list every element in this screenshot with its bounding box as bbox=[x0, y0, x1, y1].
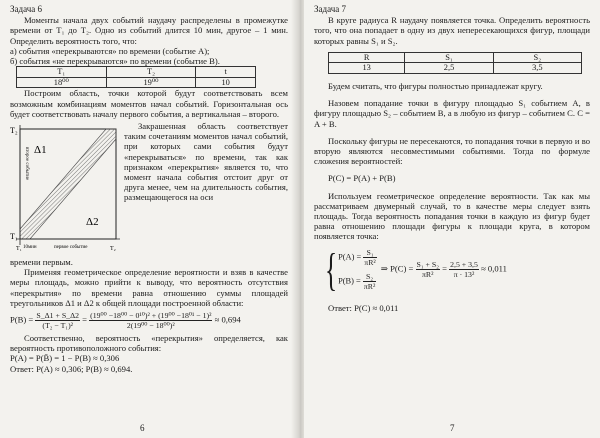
table-header-cell: R bbox=[329, 52, 405, 63]
problem-7-title: Задача 7 bbox=[314, 4, 346, 14]
problem-7-table bbox=[328, 52, 582, 74]
system-pa-frac bbox=[363, 248, 376, 267]
frac-numerator: S_Δ1 + S_Δ2 bbox=[36, 311, 79, 321]
problem-6-title: Задача 6 bbox=[10, 4, 42, 14]
table-value-cell: 19⁰⁰ bbox=[106, 77, 196, 88]
problem-6-answer: Ответ: P(A) ≈ 0,306; P(B) ≈ 0,694. bbox=[10, 363, 133, 374]
implies-pc: ⇒ P(C) = bbox=[380, 263, 414, 274]
table-value-cell: 10 bbox=[196, 77, 256, 88]
page-number-right: 7 bbox=[450, 422, 455, 433]
frac-denominator: 2(19⁰⁰ − 18⁰⁰)² bbox=[126, 321, 175, 331]
table-value-cell: 3,5 bbox=[493, 63, 581, 74]
problem-6-para-1: Построим область, точки которой будут соответствовать всем возможным комбинациям моментов начал событий. Горизонтальная ось будет соответствовать началу первого события, а вертикальная – второго. bbox=[10, 88, 288, 119]
x-axis-t1-label: T₁ bbox=[16, 246, 22, 253]
table-value-cell: 2,5 bbox=[405, 63, 493, 74]
system-line-pb bbox=[338, 272, 377, 291]
equals-sign: = bbox=[442, 263, 447, 274]
y-axis-caption: второе событие bbox=[24, 147, 29, 181]
table-header-row bbox=[329, 52, 582, 63]
t1-label: T₁ bbox=[10, 232, 18, 242]
problem-6-para-2-end: времени первым. bbox=[10, 257, 73, 268]
problem-7-para-2: Назовем попадание точки в фигуру площадью S₁ событием A, в фигуру площадью S₂ – событием B, а в любую из фигур – событием C. C = A + B. bbox=[314, 98, 590, 129]
table-header-row bbox=[17, 67, 256, 78]
frac-numerator: S₁ + S₂ bbox=[416, 260, 439, 270]
table-value-cell: 18⁰⁰ bbox=[17, 77, 107, 88]
region-delta-1: Δ1 bbox=[34, 144, 47, 157]
problem-6-table bbox=[16, 66, 256, 88]
system-pa-lhs: P(A) = bbox=[338, 252, 362, 262]
formula-pb: P(B) = $\frac{S\_\Delta 1 + S\_\Delta 2}{\text{(T₂ − T₁)²}}$ = $\frac{\text{(19⁰⁰ −18⁰⁰ − 0¹⁰)² + (19⁰⁰ −18⁰¹ − 1)²}}{\text{2(19⁰⁰ − 18⁰⁰)²}}$ ≈ 0,694 bbox=[10, 311, 241, 331]
formula-pc-result bbox=[381, 260, 507, 279]
system-pb-lhs: P(B) = bbox=[338, 276, 361, 286]
system-lines bbox=[338, 248, 377, 291]
formula-pb-frac-2 bbox=[89, 311, 212, 330]
frac-denominator: πR² bbox=[363, 282, 376, 292]
table-header-cell: S₁ bbox=[405, 52, 493, 63]
table-value-cell: 13 bbox=[329, 63, 405, 74]
t2-label: T₂ bbox=[10, 126, 18, 136]
problem-7-para-1: Будем считать, что фигуры полностью принадлежат кругу. bbox=[328, 81, 543, 91]
frac-numerator: (19⁰⁰ −18⁰⁰ − 0¹⁰)² + (19⁰⁰ −18⁰¹ − 1)² bbox=[90, 311, 212, 321]
table-value-row bbox=[17, 77, 256, 88]
system-pb-frac bbox=[363, 272, 376, 291]
problem-6-item-a: а) события «перекрываются» по времени (событие A); bbox=[10, 45, 210, 56]
sum-frac bbox=[416, 260, 440, 279]
value-frac bbox=[449, 260, 479, 279]
formula-pa: P(A) = P(B̄) = 1 − P(B) ≈ 0,306 bbox=[10, 353, 120, 364]
table-value-row bbox=[329, 63, 582, 74]
frac-denominator: πR² bbox=[364, 258, 376, 268]
system-line-pa bbox=[338, 248, 377, 267]
x-axis-caption: первое событие bbox=[54, 245, 88, 251]
problem-6-item-b: б) события «не перекрываются» по времени (событие B). bbox=[10, 56, 220, 67]
formula-pb-result: ≈ 0,694 bbox=[214, 314, 241, 325]
frac-denominator: πR² bbox=[421, 270, 434, 280]
table-header-cell: T₁ bbox=[17, 67, 107, 78]
table-header-cell: T₂ bbox=[106, 67, 196, 78]
formula-system bbox=[320, 243, 590, 295]
region-delta-2: Δ2 bbox=[86, 216, 99, 229]
problem-7-answer: Ответ: P(C) ≈ 0,011 bbox=[328, 302, 399, 313]
formula-pc: P(C) = P(A) + P(B) bbox=[328, 173, 396, 184]
problem-6-para-3: Применяя геометрическое определение вероятности и взяв в качестве меры площадь, можно прийти к выводу, что вероятность отсутствия «перекрытия» по времени равна отношению суммы площадей треугольников Δ1 и Δ2 к общей площади построенной области: bbox=[10, 267, 288, 308]
formula-pb-frac-1 bbox=[35, 311, 80, 330]
problem-6-statement: Моменты начала двух событий наудачу распределены в промежутке времени от T₁ до T₂. Одно из событий длится 10 мин, другое – 1 мин. Определить вероятность того, что: bbox=[10, 15, 288, 46]
table-header-cell: S₂ bbox=[493, 52, 581, 63]
formula-pb-lhs: P(B) = bbox=[10, 314, 34, 325]
tick-10min-label: 10мин bbox=[23, 245, 37, 251]
frac-numerator: S₁ bbox=[363, 248, 376, 258]
right-page bbox=[304, 0, 600, 438]
page-number-left: 6 bbox=[140, 422, 145, 433]
table-header-cell: t bbox=[196, 67, 256, 78]
frac-numerator: 2,5 + 3,5 bbox=[450, 260, 478, 270]
time-region-diagram bbox=[10, 123, 122, 255]
problem-7-para-4: Используем геометрическое определение вероятности. Так как мы рассматриваем двумерный случай, то в качестве меры следует взять площадь. Тогда вероятность попадания точки в каждую из фигур будет равна отношению площади фигуры к площади круга, в котором появляется точка: bbox=[314, 190, 590, 242]
problem-7-para-3: Поскольку фигуры не пересекаются, то попадания точки в первую и во вторую являются несовместимыми событиями. Тогда по формуле сложения вероятностей: bbox=[314, 135, 590, 167]
problem-6-para-4: Соответственно, вероятность «перекрытия» определяется, как вероятность противоположного события: bbox=[10, 333, 288, 354]
left-brace: { bbox=[324, 243, 338, 295]
frac-numerator: S₂ bbox=[363, 272, 376, 282]
left-page bbox=[0, 0, 296, 438]
figure-description: Закрашенная область соответствует таким сочетаниям моментов начал событий, при которых сами события будут «перекрываться» по времени, так как признаком «перекрытия» является то, что момент начала события отстоит друг от друга менее, чем на длительность события, размещающегося на оси bbox=[124, 121, 288, 203]
problem-7-statement: В круге радиуса R наудачу появляется точка. Определить вероятность того, что она попадает в одну из двух непересекающихся фигур, площади которых равны S₁ и S₂. bbox=[314, 15, 590, 46]
frac-denominator: (T₂ − T₁)² bbox=[42, 321, 74, 331]
x-axis-t2-label: T₂ bbox=[110, 246, 116, 253]
figure-row bbox=[10, 121, 288, 257]
frac-denominator: π · 13² bbox=[453, 270, 475, 280]
pc-result: ≈ 0,011 bbox=[481, 263, 507, 274]
